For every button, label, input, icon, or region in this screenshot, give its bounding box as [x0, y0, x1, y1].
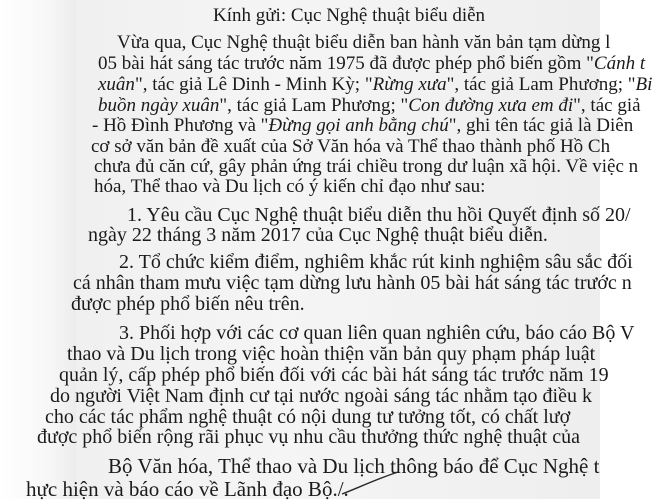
body-text: 3. Phối hợp với các cơ quan liên quan nghiên cứu, báo cáo Bộ V	[119, 322, 635, 345]
body-line	[26, 478, 349, 500]
body-line	[73, 272, 632, 294]
body-text: được phổ biến rộng rãi phục vụ nhu cầu thưởng thức nghệ thuật của	[37, 426, 580, 449]
body-text: ", tác giả Lam Phương; "	[219, 94, 409, 116]
song-title-text: xuân	[98, 73, 135, 95]
song-title-text: Con đường xưa em đi	[408, 94, 574, 116]
body-text: chưa đủ căn cứ, gây phản ứng trái chiều trong dư luận xã hội. Về việc n	[94, 155, 639, 177]
signature-mark	[340, 470, 400, 499]
body-text: ngày 22 tháng 3 năm 2017 của Cục Nghệ thuật biểu diễn.	[88, 224, 548, 247]
body-text: 2. Tổ chức kiểm điểm, nghiêm khắc rút kinh nghiệm sâu sắc đối	[119, 251, 633, 274]
body-line	[67, 343, 595, 365]
body-line	[88, 224, 548, 246]
body-text: ", ghi tên tác giả là Diên	[448, 114, 634, 136]
body-text: do người Việt Nam định cư tại nước ngoài sáng tác nhằm tạo điều k	[50, 385, 592, 408]
body-text: ", tác giả Lê Dinh - Minh Kỳ; "	[134, 73, 373, 95]
body-line	[117, 32, 610, 54]
body-line	[45, 406, 570, 428]
body-text: cá nhân tham mưu việc tạm dừng lưu hành 05 bài hát sáng tác trước n	[73, 272, 632, 295]
body-line	[50, 385, 592, 407]
body-line	[37, 426, 580, 448]
body-text: 1. Yêu cầu Cục Nghệ thuật biểu diễn thu hồi Quyết định số 20/	[127, 203, 631, 226]
body-text: thao và Du lịch trong việc hoàn thiện văn bản quy phạm pháp luật	[67, 343, 596, 366]
body-text: - Hồ Đình Phương và "	[92, 114, 269, 136]
body-line	[94, 176, 485, 198]
body-text: ", tác giả Lam Phương; "	[446, 73, 636, 95]
song-title-text: Rừng xưa	[372, 73, 447, 95]
body-text: hóa, Thể thao và Du lịch có ý kiến chỉ đạo như sau:	[94, 175, 486, 197]
song-title-text: buồn ngày xuân	[98, 94, 220, 116]
body-text: cơ sở văn bản đề xuất của Sở Văn hóa và Thể thao thành phố Hồ Ch	[91, 135, 611, 157]
body-line	[98, 53, 645, 75]
body-line	[98, 95, 641, 117]
song-title-text: Cánh t	[593, 52, 646, 74]
body-line	[94, 156, 638, 178]
body-text: Bộ Văn hóa, Thể thao và Du lịch thông báo để Cục Nghệ t	[108, 454, 600, 479]
song-title-text: Bi	[635, 73, 652, 95]
body-text: 05 bài hát sáng tác trước năm 1975 đã được phép phổ biến gồm "	[98, 52, 594, 74]
body-text: quản lý, cấp phép phổ biến đối với các bài hát sáng tác trước năm 19	[59, 364, 609, 387]
body-line	[127, 204, 631, 226]
body-text: cho các tác phẩm nghệ thuật có nội dung tư tưởng tốt, có chất lượ	[45, 406, 571, 429]
body-line	[59, 364, 609, 386]
body-line	[119, 322, 634, 344]
body-text: Vừa qua, Cục Nghệ thuật biểu diễn ban hành văn bản tạm dừng l	[117, 32, 611, 54]
body-line	[92, 115, 633, 137]
body-text: hực hiện và báo cáo về Lãnh đạo Bộ./.	[26, 476, 349, 501]
body-line	[91, 136, 610, 158]
body-line	[98, 74, 652, 96]
body-text: được phép phổ biến nêu trên.	[71, 293, 305, 316]
body-text: ", tác giả	[573, 94, 641, 116]
body-line	[71, 293, 305, 315]
body-line	[119, 251, 633, 273]
song-title-text: Đừng gọi anh bằng chú	[268, 114, 449, 136]
document-heading: Kính gửi: Cục Nghệ thuật biểu diễn	[213, 5, 486, 27]
